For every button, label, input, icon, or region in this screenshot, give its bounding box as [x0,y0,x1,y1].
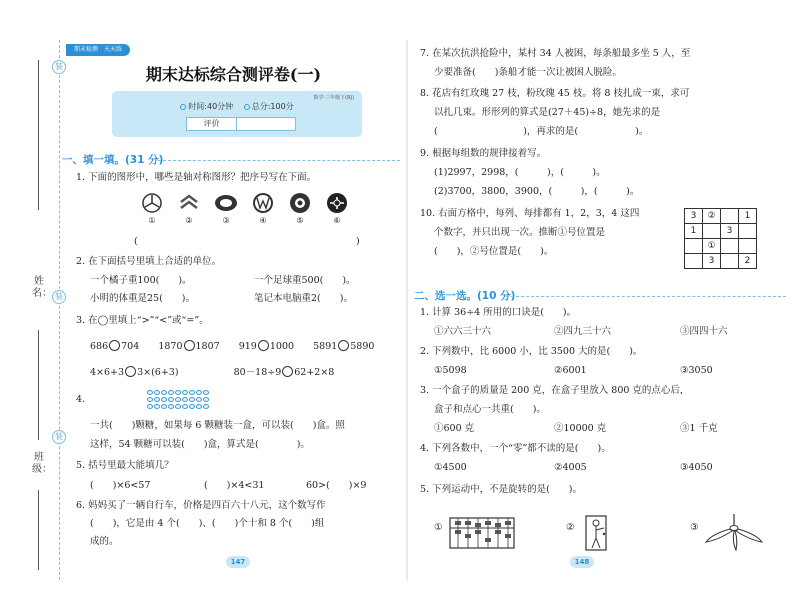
logo-number: ② [185,216,193,225]
compare-term: 1870 [158,341,183,352]
choice-4-option-a: ①4500 [434,462,467,473]
question-10-line-1: 10. 右面方格中，每列、每排都有 1，2，3，4 这四 [420,208,640,219]
candy-icon [161,397,167,402]
name-label: 姓名： [32,276,52,299]
compare-term: 686 [90,341,109,352]
page-title: 期末达标综合测评卷(一) [145,65,322,84]
binding-cut-line [59,40,60,580]
compare-term: 62+2×8 [294,367,335,378]
choice-3-line-1: 3. 一个盒子的质量是 200 克，在盒子里放入 800 克的点心后， [420,385,690,396]
candy-icon [182,397,188,402]
choice-4-option-b: ②4005 [554,462,587,473]
time-label: 时间:40分钟 [188,102,234,111]
candy-row [147,390,217,396]
choice-1-option-a: ①六六三十六 [434,326,492,337]
compare-term: 4×6+3 [90,367,125,378]
binding-hole: 装 [52,430,66,444]
choice-3-line-2: 盒子和点心一共重( )。 [434,404,546,415]
grid-cell: 2 [739,254,757,269]
class-label: 班级： [32,452,52,475]
question-2: 2. 在下面括号里填上合适的单位。 [76,256,222,267]
grid-cell [721,239,739,254]
compare-circle[interactable] [184,340,195,351]
logo-number: ④ [259,216,267,225]
page-fold [406,40,408,580]
score-label: 总分:100分 [251,102,294,111]
question-4-number: 4. [76,394,86,405]
candy-row [147,404,217,410]
question-10-line-3: ( )，②号位置是( )。 [434,246,554,257]
choice-3-option-a: ①600 克 [434,423,475,434]
grid-cell: ② [703,209,721,224]
candy-icon [147,390,153,395]
question-2b: 一个足球重500( )。 [254,275,356,286]
choice-2-option-a: ①5098 [434,365,467,376]
logo-number: ③ [222,216,230,225]
candy-row [147,397,217,403]
choice-1: 1. 计算 36÷4 所用的口诀是( )。 [420,307,577,318]
candy-icon [189,404,195,409]
door-icon [580,514,620,552]
grid-cell [685,239,703,254]
choice-5: 5. 下列运动中，不是旋转的是( )。 [420,484,582,495]
candy-icon [154,397,160,402]
compare-circle[interactable] [338,340,349,351]
candy-icon [161,390,167,395]
choice-1-option-b: ②四九三十六 [554,326,612,337]
binding-line [38,60,39,210]
compare-term: 704 [121,341,140,352]
candy-icon [147,404,153,409]
binding-line [38,490,39,570]
ceiling-fan-icon [702,514,766,552]
page-number: 147 [226,556,250,568]
compare-circle[interactable] [258,340,269,351]
choice-4-option-c: ③4050 [680,462,713,473]
question-9-1: (1)2997，2998，( )，( )。 [434,167,606,178]
mercedes-logo-icon [140,192,164,214]
choice-5-number: ② [566,522,575,533]
compare-row-1 [90,340,374,353]
series-badge: 期末检测 天天练 [66,44,130,56]
section-choice-title: 二、选一选。(10 分) [414,290,516,302]
candy-icon [182,390,188,395]
candy-icon [175,404,181,409]
candy-icon [196,404,202,409]
grid-cell [685,254,703,269]
choice-2-option-c: ③3050 [680,365,713,376]
question-10-line-2: 个数字，并只出现一次。推断①号位置是 [434,227,606,238]
question-6-line-1: 6. 妈妈买了一辆自行车，价格是四百六十八元，这个数写作 [76,500,326,511]
choice-5-number: ① [434,522,443,533]
candy-icon [175,390,181,395]
question-8-line-3: ( )，再求的是( )。 [434,126,649,137]
score-icon [244,104,250,110]
grade-label: 数学·三年级下(RJ) [313,95,354,101]
evaluation-field[interactable] [237,118,295,130]
clock-icon [180,104,186,110]
binding-line [38,330,39,440]
grid-cell: 1 [685,224,703,239]
candy-picture [147,390,217,412]
question-5b: ( )×4<31 [204,480,265,491]
abacus-icon [448,514,520,552]
time-score-row [112,101,362,112]
candy-icon [168,397,174,402]
candy-icon [147,397,153,402]
grid-cell: ① [703,239,721,254]
candy-icon [203,397,209,402]
badge-logo-icon [288,192,312,214]
logo-number: ① [148,216,156,225]
compare-term: 3×(6+3) [137,367,179,378]
answer-paren-close: ) [356,236,360,247]
candy-icon [189,390,195,395]
time-item [180,102,233,111]
left-page [62,44,401,580]
choice-5-number: ③ [690,522,699,533]
question-5a: ( )×6<57 [90,480,151,491]
candy-icon [182,404,188,409]
evaluation-box [186,117,296,131]
compare-term: 919 [238,341,257,352]
compare-row-2 [90,366,334,379]
question-6-line-2: ( )，它是由 4 个( )、( )个十和 8 个( )组 [90,518,325,529]
score-item [244,102,294,111]
question-7-line-1: 7. 在某次抗洪抢险中，某村 34 人被困，每条船最多坐 5 人，至 [420,48,691,59]
page-number: 148 [570,556,594,568]
choice-1-option-c: ③四四十六 [680,326,728,337]
question-5c: 60>( )×9 [306,480,367,491]
section-fill-in-title: 一、填一填。(31 分) [62,154,164,166]
candy-icon [168,404,174,409]
candy-icon [203,404,209,409]
compare-term: 5890 [350,341,375,352]
evaluation-label: 评价 [187,118,237,130]
candy-icon [168,390,174,395]
question-5: 5. 括号里最大能填几？ [76,460,174,471]
candy-icon [189,397,195,402]
grid-cell [721,209,739,224]
choice-2-option-b: ②6001 [554,365,587,376]
candy-icon [154,404,160,409]
volkswagen-logo-icon [251,192,275,214]
candy-icon [175,397,181,402]
question-8-line-2: 以扎几束。形形列的算式是(27＋45)÷8，她先求的是 [434,107,661,118]
choice-4: 4. 下列各数中，一个“零”都不读的是( )。 [420,443,611,454]
compare-term: 80－18÷9 [233,367,282,378]
right-page [414,44,790,580]
question-2c: 小明的体重是25( )。 [90,293,196,304]
question-2d: 笔记本电脑重2( )。 [254,293,353,304]
citroen-logo-icon [177,192,201,214]
grid-cell [721,254,739,269]
compare-term: 5891 [313,341,338,352]
question-4-line-2: 这样，54 颗糖可以装( )盒，算式是( )。 [90,439,310,450]
question-9-2: (2)3700，3800，3900，( )，( )。 [434,186,640,197]
question-9: 9. 根据每组数的规律接着写。 [420,148,547,159]
grid-cell [739,224,757,239]
grid-cell: 3 [703,254,721,269]
car-logos [140,192,350,224]
compare-circle[interactable] [125,366,136,377]
choice-3-option-c: ③1 千克 [680,423,718,434]
kia-logo-icon [214,192,238,214]
question-7-line-2: 少要准备( )条船才能一次让被困人脱险。 [434,67,622,78]
compare-circle[interactable] [109,340,120,351]
answer-paren-open: ( [134,236,138,247]
choice-2: 2. 下列数中，比 6000 小，比 3500 大的是( )。 [420,346,643,357]
candy-icon [196,397,202,402]
question-3: 3. 在◯里填上“>”“<”或“=”。 [76,315,209,326]
grid-cell: 3 [721,224,739,239]
logo-number: ⑥ [333,216,341,225]
question-6-line-3: 成的。 [90,536,119,547]
question-1: 1. 下面的图形中，哪些是轴对称图形？把序号写在下面。 [76,172,317,183]
candy-icon [196,390,202,395]
binding-strip [0,40,63,580]
compare-circle[interactable] [282,366,293,377]
brand-logo-icon [325,192,349,214]
compare-term: 1807 [195,341,220,352]
binding-hole: 装 [52,290,66,304]
grid-cell [739,239,757,254]
logo-number: ⑤ [296,216,304,225]
candy-icon [161,404,167,409]
grid-cell: 3 [685,209,703,224]
candy-icon [203,390,209,395]
section-divider [158,160,400,161]
candy-icon [154,390,160,395]
exam-info-panel [112,91,362,137]
binding-hole: 装 [52,60,66,74]
grid-cell [703,224,721,239]
question-8-line-1: 8. 花店有红玫瑰 27 枝，粉玫瑰 45 枝。将 8 枝扎成一束，求可 [420,88,690,99]
section-divider [506,296,786,297]
compare-term: 1000 [269,341,295,352]
choice-3-option-b: ②10000 克 [554,423,607,434]
question-4-line-1: 一共( )颗糖，如果每 6 颗糖装一盒，可以装( )盒。照 [90,420,345,431]
number-grid [684,208,757,269]
question-2a: 一个橘子重100( )。 [90,275,192,286]
grid-cell: 1 [739,209,757,224]
